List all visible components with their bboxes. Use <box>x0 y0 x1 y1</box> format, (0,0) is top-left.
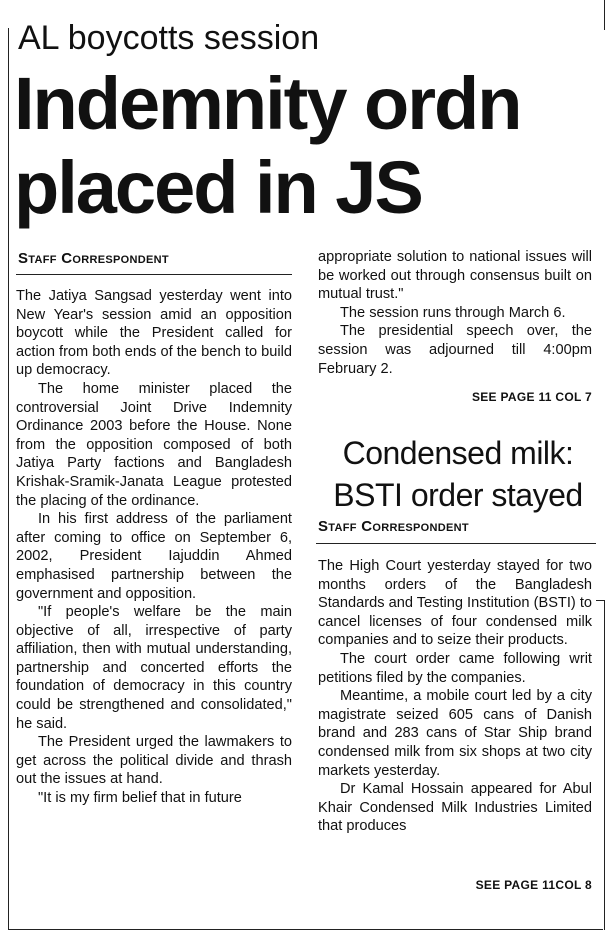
story1-paragraph-3: In his first address of the parliament after coming to office on September 6, 2002, President Iajuddin Ahmed emphasised partnership between the government and opposition. <box>16 511 292 602</box>
story2-headline-line1: Condensed milk: <box>342 435 574 471</box>
story1-paragraph-4: "If people's welfare be the main objective of all, irrespective of party affiliation, then with mutual understanding, partnership and concerted efforts the foundation of democracy in this country could be strengthened and consolidated," he said. <box>16 604 292 732</box>
story1-paragraph-8: The session runs through March 6. <box>340 304 566 321</box>
story2-headline <box>318 432 598 516</box>
story1-headline-line2: placed in JS <box>14 146 422 229</box>
story1-byline-rule <box>16 274 292 275</box>
story2-jump-line: SEE PAGE 11COL 8 <box>475 878 592 892</box>
story1-jump-line: SEE PAGE 11 COL 7 <box>471 390 592 404</box>
story1-paragraph-7: appropriate solution to national issues will be worked out through consensus built on mutual trust." <box>318 249 592 303</box>
story1-paragraph-2: The home minister placed the controversial Joint Drive Indemnity Ordinance 2003 before the House. None from the opposition composed of both Jatiya Party factions and Bangladesh Krishak-Sramik-Janata League protested the placing of the ordinance. <box>16 380 292 509</box>
story1-headline-line1: Indemnity ordn <box>14 62 521 145</box>
story1-headline <box>14 62 604 230</box>
story2-paragraph-1: The High Court yesterday stayed for two months orders of the Bangladesh Standards and Testing Institution (BSTI) to cancel licenses of four condensed milk companies and to seize their products. <box>318 558 592 649</box>
right-border-rule-bottom <box>604 600 605 930</box>
right-border-tick <box>596 600 605 601</box>
story1-right-column <box>318 248 592 378</box>
story2-headline-line2: BSTI order stayed <box>333 477 583 513</box>
story1-paragraph-1: The Jatiya Sangsad yesterday went into New Year's session amid an opposition boycott while the President called for action from both ends of the bench to build up democracy. <box>16 288 292 379</box>
story1-paragraph-5: The President urged the lawmakers to get across the political divide and thrash out the issues at hand. <box>16 734 292 788</box>
bottom-border-rule <box>8 929 603 930</box>
left-border-rule <box>8 28 9 929</box>
right-border-rule-top <box>604 0 605 30</box>
story2-paragraph-4: Dr Kamal Hossain appeared for Abul Khair Condensed Milk Industries Limited that produces <box>318 781 592 835</box>
story1-paragraph-6: "It is my firm belief that in future <box>38 790 242 807</box>
story2-column <box>318 557 592 836</box>
story2-byline-rule <box>316 543 596 544</box>
story2-paragraph-2: The court order came following writ petitions filed by the companies. <box>318 650 592 686</box>
story1-left-column <box>16 287 292 808</box>
story2-paragraph-3: Meantime, a mobile court led by a city magistrate seized 605 cans of Danish brand and 283 cans of Star Ship brand condensed milk from six shops at two city markets yesterday. <box>318 688 592 779</box>
story1-byline: Staff Correspondent <box>18 250 169 267</box>
story1-paragraph-9: The presidential speech over, the session was adjourned till 4:00pm February 2. <box>318 323 592 377</box>
story2-byline: Staff Correspondent <box>318 518 469 535</box>
story1-kicker: AL boycotts session <box>18 19 320 57</box>
